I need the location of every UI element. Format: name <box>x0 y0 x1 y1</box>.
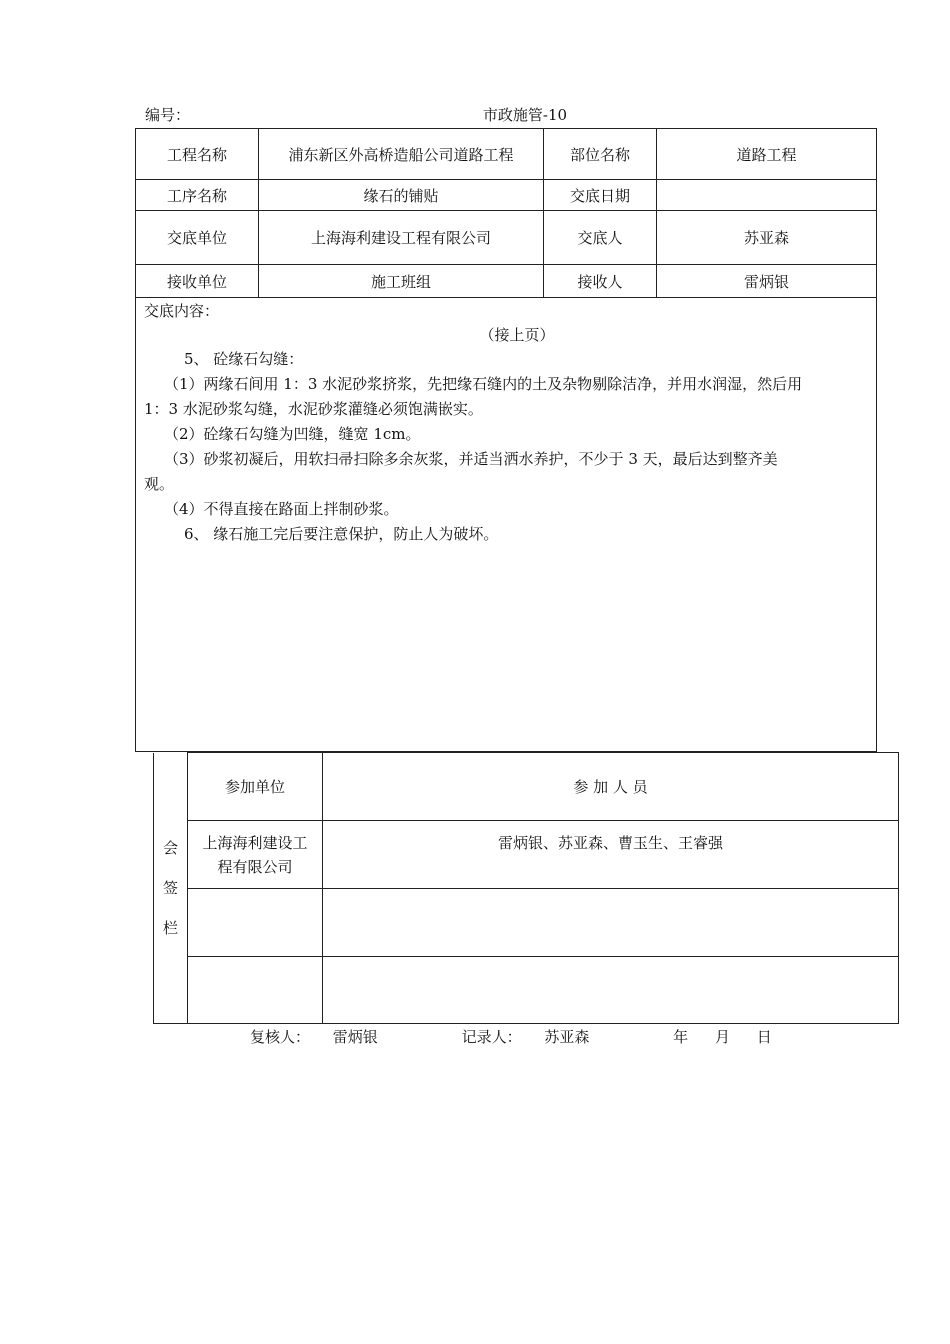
receiver-label: 接收人 <box>544 265 657 298</box>
signoff-row <box>154 889 899 957</box>
part-name-label: 部位名称 <box>544 129 657 180</box>
participants-cell <box>323 957 899 1024</box>
project-name-value: 浦东新区外高桥造船公司道路工程 <box>259 129 544 180</box>
recorder-name: 苏亚森 <box>544 1028 590 1046</box>
participating-unit-cell <box>188 889 323 957</box>
handover-date-label: 交底日期 <box>544 180 657 211</box>
handover-person-value: 苏亚森 <box>657 211 877 265</box>
signoff-row <box>154 957 899 1024</box>
handover-person-label: 交底人 <box>544 211 657 265</box>
content-line: （2）砼缘石勾缝为凹缝，缝宽 1cm。 <box>164 425 421 443</box>
info-row <box>136 265 877 298</box>
participating-unit-header: 参加单位 <box>188 753 323 821</box>
content-line: （4）不得直接在路面上拌制砂浆。 <box>164 500 399 518</box>
side-char: 栏 <box>162 918 178 937</box>
day-label: 日 <box>756 1028 772 1046</box>
footer-signatures <box>250 1026 772 1047</box>
receiving-unit-value: 施工班组 <box>259 265 544 298</box>
side-char: 签 <box>162 878 178 897</box>
signoff-row <box>154 821 899 889</box>
side-char: 会 <box>162 838 178 857</box>
handover-content-box <box>135 297 877 752</box>
part-name-value: 道路工程 <box>657 129 877 180</box>
content-line: 5、 砼缘石勾缝： <box>184 350 304 368</box>
participants-cell: 雷炳银、苏亚森、曹玉生、王睿强 <box>323 821 899 889</box>
content-line: （1）两缘石间用 1：3 水泥砂浆挤浆，先把缘石缝内的土及杂物剔除洁净，并用水润湿，然后用 <box>164 375 803 393</box>
receiving-unit-label: 接收单位 <box>136 265 259 298</box>
content-line: 6、 缘石施工完后要注意保护，防止人为破坏。 <box>184 525 499 543</box>
participating-unit-cell <box>188 821 323 889</box>
unit-line: 上海海利建设工 <box>202 833 308 852</box>
recorder-label: 记录人： <box>461 1028 522 1046</box>
participants-header: 参 加 人 员 <box>323 753 899 821</box>
signoff-side-label <box>154 753 188 1024</box>
project-name-label: 工程名称 <box>136 129 259 180</box>
signoff-header-row <box>154 753 899 821</box>
info-row <box>136 129 877 180</box>
info-row <box>136 211 877 265</box>
unit-line: 程有限公司 <box>217 857 293 876</box>
continued-note: （接上页） <box>479 326 555 344</box>
participants-cell <box>323 889 899 957</box>
number-label: 编号： <box>145 106 191 124</box>
reviewer-name: 雷炳银 <box>332 1028 378 1046</box>
info-row <box>136 180 877 211</box>
signoff-table <box>153 752 899 1024</box>
process-name-value: 缘石的铺贴 <box>259 180 544 211</box>
receiver-value: 雷炳银 <box>657 265 877 298</box>
project-info-table <box>135 128 877 298</box>
handover-unit-value: 上海海利建设工程有限公司 <box>259 211 544 265</box>
year-label: 年 <box>673 1028 689 1046</box>
handover-unit-label: 交底单位 <box>136 211 259 265</box>
document-code: 市政施管-10 <box>482 106 568 124</box>
content-line: （3）砂浆初凝后，用软扫帚扫除多余灰浆，并适当洒水养护，不少于 3 天，最后达到整齐美 <box>164 450 778 468</box>
process-name-label: 工序名称 <box>136 180 259 211</box>
content-line: 观。 <box>144 475 175 493</box>
participating-unit-cell <box>188 957 323 1024</box>
handover-date-value <box>657 180 877 211</box>
content-title: 交底内容： <box>144 302 220 320</box>
reviewer-label: 复核人： <box>250 1028 311 1046</box>
month-label: 月 <box>714 1028 730 1046</box>
content-line: 1：3 水泥砂浆勾缝，水泥砂浆灌缝必须饱满嵌实。 <box>144 400 483 418</box>
